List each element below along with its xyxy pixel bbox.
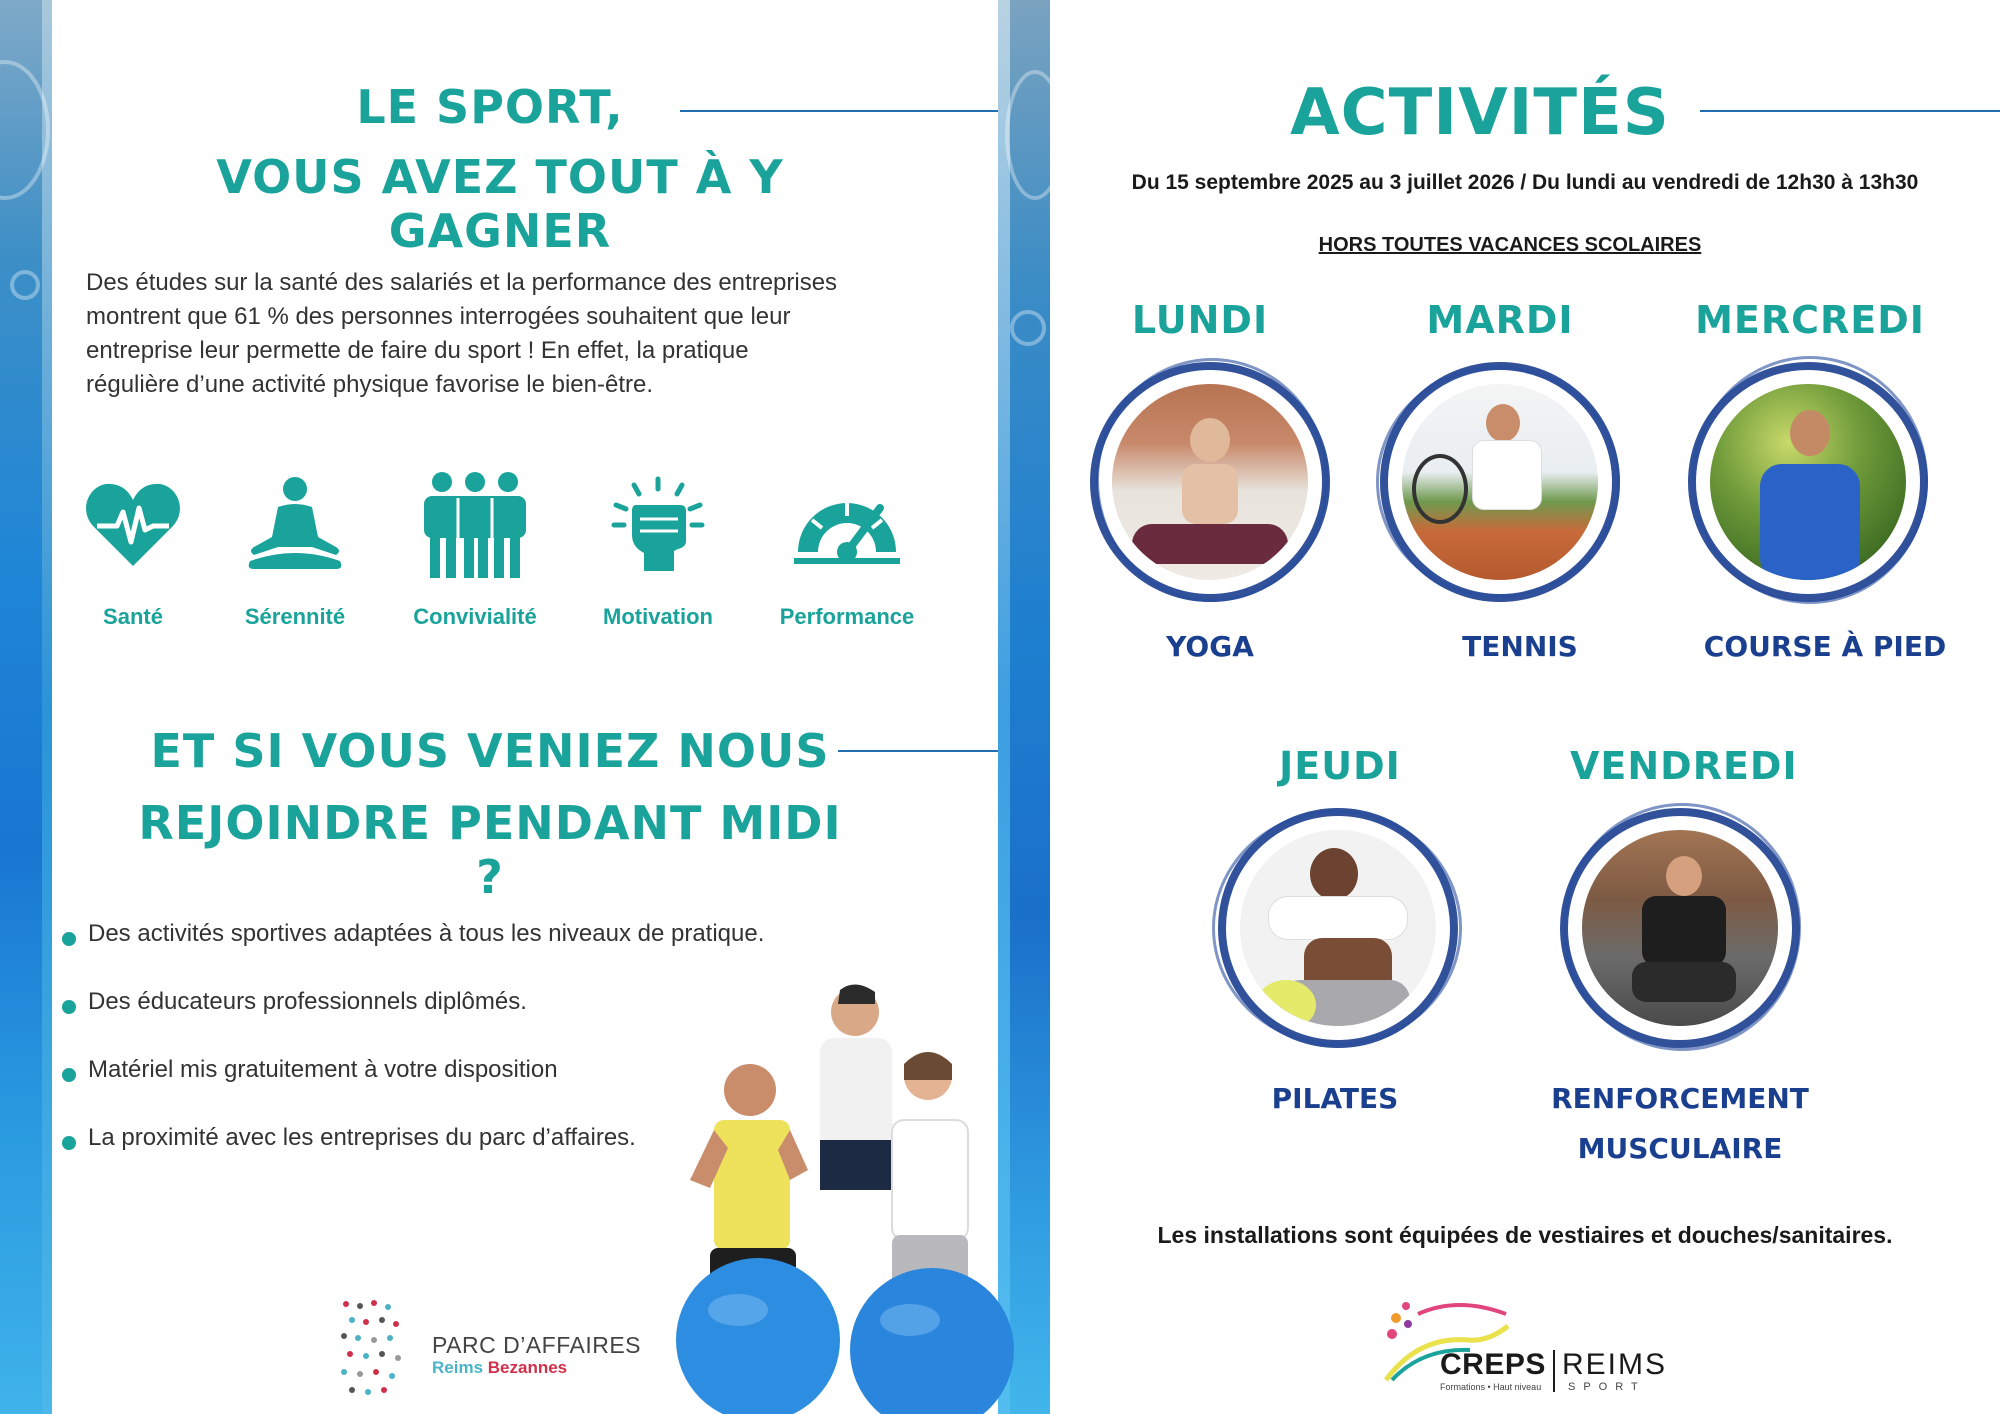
running-photo: [1688, 362, 1928, 602]
heart-pulse-icon: [58, 470, 208, 580]
list-item: [62, 1056, 558, 1084]
activity-yoga: YOGA: [1166, 630, 1254, 663]
activity-tennis: TENNIS: [1462, 630, 1578, 663]
day-monday: LUNDI: [1131, 298, 1269, 342]
tennis-photo: [1380, 362, 1620, 602]
day-tuesday: MARDI: [1426, 298, 1574, 342]
parc-affaires-logo-subtitle: [432, 1358, 567, 1378]
day-friday: VENDREDI: [1570, 744, 1798, 788]
photo-pilates: [1240, 830, 1436, 1026]
creps-logo-city: REIMS: [1562, 1348, 1668, 1381]
left-decorative-band: [0, 0, 52, 1414]
bullet-text: Matériel mis gratuitement à votre disposition: [88, 1056, 558, 1083]
bullet-dot: [62, 1136, 76, 1150]
logo-word-bezannes: Bezannes: [487, 1358, 568, 1377]
feature-serenite: [220, 470, 370, 630]
list-item: [62, 920, 764, 948]
feature-label: Performance: [779, 604, 915, 629]
gauge-icon: [772, 470, 922, 580]
photo-yoga-meditation: [1112, 384, 1308, 580]
day-thursday: JEUDI: [1279, 744, 1401, 788]
feature-label: Motivation: [603, 604, 713, 629]
activity-strength-line2: MUSCULAIRE: [1577, 1132, 1783, 1165]
fitness-ball-photo: [670, 980, 1020, 1414]
section-title-line1: ET SI VOUS VENIEZ NOUS: [150, 724, 830, 778]
bullet-dot: [62, 932, 76, 946]
feature-label: Santé: [103, 604, 163, 629]
bullet-text: Des éducateurs professionnels diplômés.: [88, 988, 527, 1015]
left-band-swirl: [10, 270, 40, 300]
activity-strength-line1: RENFORCEMENT: [1551, 1082, 1809, 1115]
notice-text: HORS TOUTES VACANCES SCOLAIRES: [1318, 234, 1702, 256]
parc-affaires-logo-title: PARC D’AFFAIRES: [432, 1332, 641, 1358]
heading-rule: [1700, 110, 2000, 112]
parc-affaires-logo-mark: [338, 1298, 418, 1400]
logo-word-reims: Reims: [432, 1358, 484, 1377]
page-title-line1: LE SPORT,: [356, 80, 624, 134]
bullet-dot: [62, 1068, 76, 1082]
creps-logo-main: CREPS: [1440, 1348, 1546, 1381]
page-title-line2: VOUS AVEZ TOUT À Y GAGNER: [216, 150, 784, 258]
intro-line: entreprise leur permette de faire du sport ! En effet, la pratique: [86, 337, 749, 364]
heading-rule: [680, 110, 998, 112]
bullet-text: La proximité avec les entreprises du parc d’affaires.: [88, 1124, 636, 1151]
activities-title: ACTIVITÉS: [1290, 76, 1670, 150]
photo-strength-training: [1582, 830, 1778, 1026]
schedule-text: Du 15 septembre 2025 au 3 juillet 2026 / Du lundi au vendredi de 12h30 à 13h30: [1131, 171, 1919, 194]
feature-sante: [58, 470, 208, 630]
intro-line: régulière d’une activité physique favorise le bien-être.: [86, 371, 653, 398]
feature-motivation: [583, 470, 733, 630]
activity-pilates: PILATES: [1271, 1082, 1399, 1115]
pilates-photo: [1218, 808, 1458, 1048]
group-icon: [400, 470, 550, 580]
feature-label: Sérennité: [244, 604, 346, 629]
list-item: [62, 1124, 636, 1152]
activity-running: COURSE À PIED: [1703, 630, 1947, 663]
fist-icon: [583, 470, 733, 580]
bullet-dot: [62, 1000, 76, 1014]
section-title-line2: REJOINDRE PENDANT MIDI ?: [138, 796, 842, 904]
creps-logo-divider: [1553, 1350, 1555, 1392]
list-item: [62, 988, 527, 1016]
photo-runner: [1710, 384, 1906, 580]
center-band-swirl: [1010, 310, 1046, 346]
yoga-photo: [1090, 362, 1330, 602]
creps-logo-sport: SPORT: [1568, 1381, 1646, 1393]
day-wednesday: MERCREDI: [1695, 298, 1925, 342]
feature-performance: [772, 470, 922, 630]
feature-label: Convivialité: [413, 604, 537, 629]
heading-rule: [838, 750, 998, 752]
facilities-text: Les installations sont équipées de vestiaires et douches/sanitaires.: [1157, 1222, 1893, 1248]
intro-line: montrent que 61 % des personnes interrogées souhaitent que leur: [86, 303, 791, 330]
meditation-icon: [220, 470, 370, 580]
bullet-text: Des activités sportives adaptées à tous les niveaux de pratique.: [88, 920, 765, 947]
creps-logo-subtitle: Formations • Haut niveau: [1440, 1382, 1542, 1392]
strength-photo: [1560, 808, 1800, 1048]
intro-paragraph: [86, 266, 946, 402]
photo-tennis-player: [1402, 384, 1598, 580]
intro-line: Des études sur la santé des salariés et la performance des entreprises: [86, 269, 838, 296]
feature-convivialite: [400, 470, 550, 630]
